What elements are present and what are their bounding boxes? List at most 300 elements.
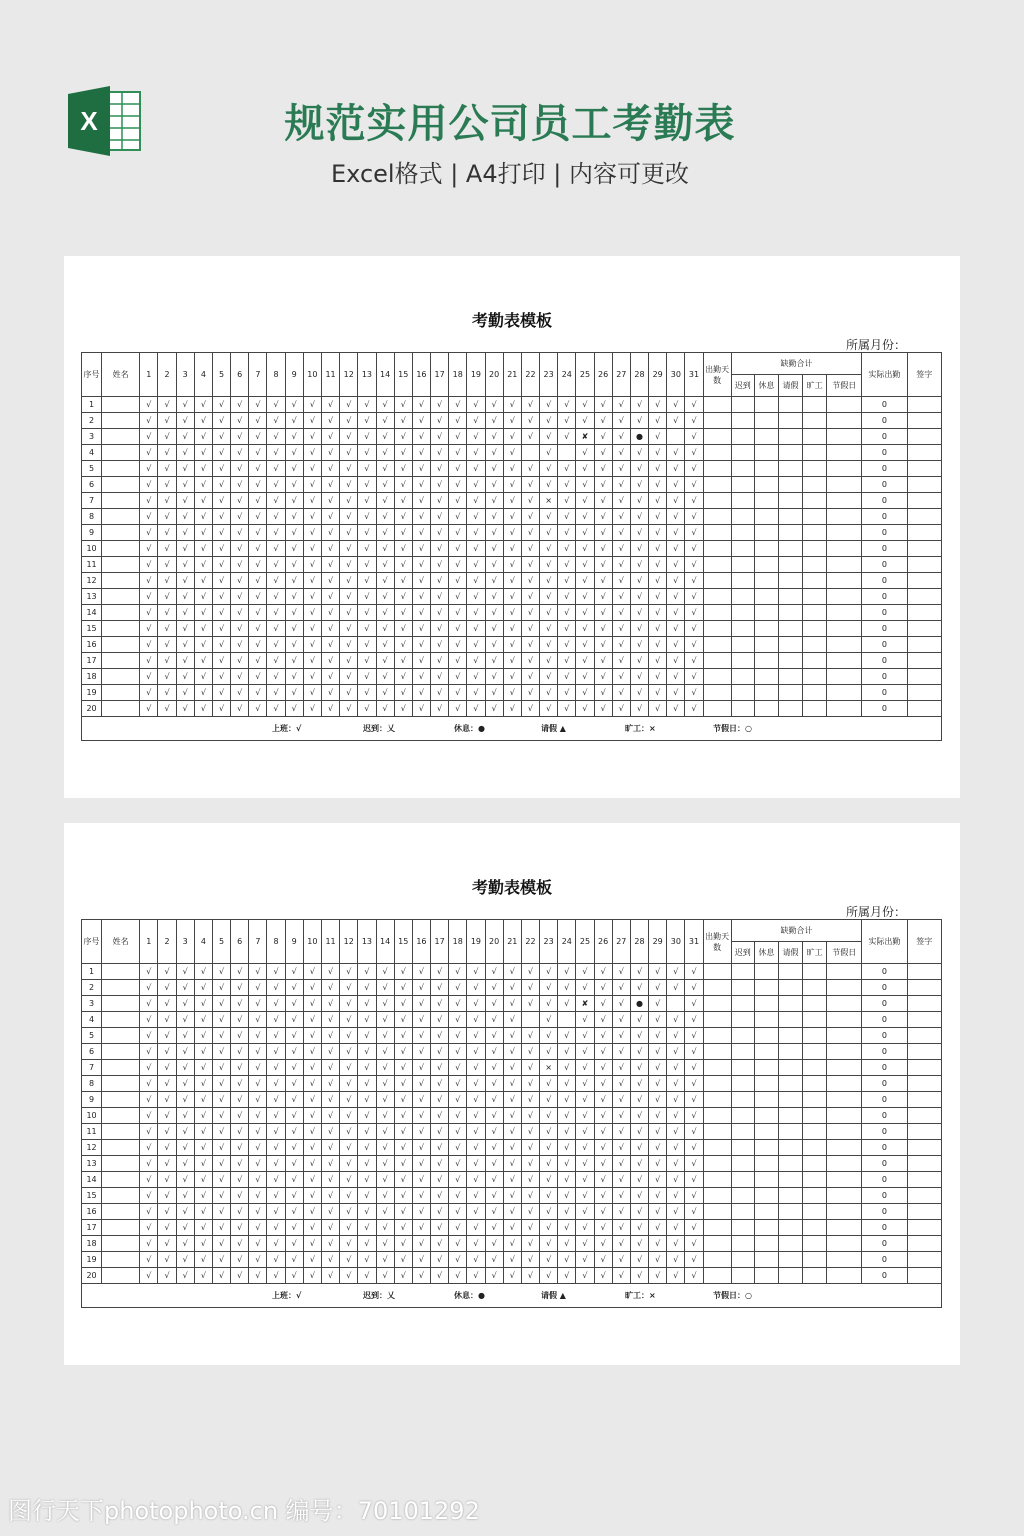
attendance-mark: √ xyxy=(431,1172,449,1188)
attendance-mark: √ xyxy=(212,1188,230,1204)
attend-days-cell xyxy=(703,1108,731,1124)
attendance-mark: √ xyxy=(449,980,467,996)
attendance-mark: √ xyxy=(630,573,648,589)
attendance-mark: √ xyxy=(467,429,485,445)
attendance-mark: √ xyxy=(249,1028,267,1044)
absence-count-cell xyxy=(754,1012,778,1028)
attendance-mark: √ xyxy=(485,621,503,637)
attendance-mark: √ xyxy=(212,621,230,637)
attendance-mark: √ xyxy=(685,621,703,637)
attendance-mark: √ xyxy=(630,685,648,701)
attendance-mark: √ xyxy=(321,605,339,621)
absence-count-cell xyxy=(731,1236,754,1252)
table-row xyxy=(82,493,942,509)
attendance-mark: √ xyxy=(558,493,576,509)
absence-count-cell xyxy=(731,573,754,589)
day-header: 4 xyxy=(194,353,212,397)
attend-days-cell xyxy=(703,1060,731,1076)
absence-count-cell xyxy=(778,1188,802,1204)
attendance-mark: √ xyxy=(612,557,630,573)
attendance-mark: √ xyxy=(176,1140,194,1156)
day-header: 7 xyxy=(249,920,267,964)
attendance-mark: √ xyxy=(612,653,630,669)
attendance-mark: √ xyxy=(685,685,703,701)
attendance-mark: √ xyxy=(140,413,158,429)
attendance-mark: √ xyxy=(340,1236,358,1252)
attendance-mark: √ xyxy=(685,413,703,429)
attendance-mark: √ xyxy=(140,1092,158,1108)
attendance-mark: √ xyxy=(249,541,267,557)
day-header: 9 xyxy=(285,353,303,397)
attendance-mark: √ xyxy=(249,605,267,621)
attendance-mark: √ xyxy=(358,445,376,461)
attendance-mark: √ xyxy=(521,1220,539,1236)
day-header: 26 xyxy=(594,920,612,964)
attendance-mark: √ xyxy=(212,1172,230,1188)
attendance-mark: √ xyxy=(321,1236,339,1252)
day-header: 28 xyxy=(630,920,648,964)
absence-count-cell xyxy=(803,397,827,413)
attendance-mark: √ xyxy=(285,397,303,413)
attendance-mark: √ xyxy=(649,1044,667,1060)
attendance-mark: √ xyxy=(285,1236,303,1252)
attendance-mark: √ xyxy=(612,1092,630,1108)
attendance-mark: √ xyxy=(412,1108,430,1124)
absence-count-cell xyxy=(754,701,778,717)
attendance-mark: √ xyxy=(140,461,158,477)
employee-name-cell xyxy=(102,685,140,701)
absence-count-cell xyxy=(731,1252,754,1268)
absence-count-cell xyxy=(803,1268,827,1284)
attendance-mark: √ xyxy=(212,685,230,701)
attendance-mark: √ xyxy=(176,621,194,637)
attendance-mark: √ xyxy=(212,1108,230,1124)
attendance-mark: √ xyxy=(540,1012,558,1028)
absence-count-cell xyxy=(754,1172,778,1188)
attendance-mark: √ xyxy=(194,1172,212,1188)
attendance-mark: √ xyxy=(667,1092,685,1108)
attendance-mark: √ xyxy=(667,701,685,717)
attendance-mark: √ xyxy=(485,1156,503,1172)
attendance-mark: √ xyxy=(503,1236,521,1252)
attendance-mark: √ xyxy=(431,605,449,621)
attendance-mark: √ xyxy=(376,1108,394,1124)
day-header: 9 xyxy=(285,920,303,964)
attendance-mark: √ xyxy=(376,685,394,701)
attendance-mark: √ xyxy=(267,557,285,573)
attendance-mark: √ xyxy=(412,509,430,525)
legend-row xyxy=(82,717,942,741)
attendance-mark: √ xyxy=(649,1140,667,1156)
attendance-mark: √ xyxy=(576,980,594,996)
signature-cell xyxy=(907,525,941,541)
attendance-mark: √ xyxy=(576,541,594,557)
table-row xyxy=(82,397,942,413)
absence-count-cell xyxy=(827,1060,862,1076)
attendance-mark: √ xyxy=(467,573,485,589)
legend-cell xyxy=(82,1284,942,1308)
absence-count-cell xyxy=(731,413,754,429)
absence-count-cell xyxy=(754,980,778,996)
attendance-mark: √ xyxy=(558,701,576,717)
row-number: 3 xyxy=(82,996,102,1012)
attendance-mark: √ xyxy=(340,477,358,493)
attendance-mark: √ xyxy=(612,980,630,996)
attendance-mark: √ xyxy=(394,1060,412,1076)
attendance-mark: √ xyxy=(231,1252,249,1268)
attendance-mark: √ xyxy=(194,980,212,996)
attendance-mark: √ xyxy=(649,980,667,996)
attendance-mark: √ xyxy=(558,1236,576,1252)
attendance-mark: √ xyxy=(467,1204,485,1220)
row-number: 5 xyxy=(82,1028,102,1044)
attendance-mark: √ xyxy=(667,980,685,996)
attendance-mark: √ xyxy=(431,413,449,429)
day-header: 15 xyxy=(394,353,412,397)
attendance-mark: √ xyxy=(194,605,212,621)
attendance-mark: √ xyxy=(558,605,576,621)
absence-count-cell xyxy=(803,1124,827,1140)
attendance-mark: √ xyxy=(467,1124,485,1140)
attendance-mark: √ xyxy=(503,621,521,637)
attendance-mark: √ xyxy=(321,525,339,541)
actual-attendance-header: 实际出勤 xyxy=(862,920,907,964)
actual-attendance-cell: 0 xyxy=(862,1156,907,1172)
absence-count-cell xyxy=(754,1108,778,1124)
attendance-mark: √ xyxy=(412,1092,430,1108)
attendance-mark: √ xyxy=(612,445,630,461)
attendance-mark: √ xyxy=(176,980,194,996)
attendance-mark: √ xyxy=(194,397,212,413)
attendance-mark: √ xyxy=(576,605,594,621)
attendance-mark: √ xyxy=(558,461,576,477)
attendance-mark: √ xyxy=(140,1044,158,1060)
attendance-mark: √ xyxy=(394,1108,412,1124)
attendance-mark: √ xyxy=(340,621,358,637)
attendance-mark: √ xyxy=(176,429,194,445)
attendance-mark: √ xyxy=(340,1268,358,1284)
absence-count-cell xyxy=(731,1012,754,1028)
absence-count-cell xyxy=(778,1172,802,1188)
attendance-mark: √ xyxy=(249,445,267,461)
attendance-mark: √ xyxy=(594,685,612,701)
attendance-mark: √ xyxy=(540,1140,558,1156)
attendance-mark: √ xyxy=(321,701,339,717)
table-row xyxy=(82,1028,942,1044)
day-header: 19 xyxy=(467,920,485,964)
day-header: 8 xyxy=(267,920,285,964)
attendance-mark: √ xyxy=(158,1236,176,1252)
absence-count-cell xyxy=(754,589,778,605)
attendance-mark: √ xyxy=(176,685,194,701)
attendance-mark: √ xyxy=(685,509,703,525)
employee-name-cell xyxy=(102,964,140,980)
attendance-mark: √ xyxy=(630,477,648,493)
day-header: 31 xyxy=(685,353,703,397)
day-header: 1 xyxy=(140,920,158,964)
attendance-mark: √ xyxy=(358,1252,376,1268)
legend-cell xyxy=(82,717,942,741)
attendance-mark: √ xyxy=(412,573,430,589)
attendance-mark: √ xyxy=(358,964,376,980)
attendance-mark: √ xyxy=(194,1012,212,1028)
attendance-mark: √ xyxy=(449,1236,467,1252)
absence-count-cell xyxy=(827,605,862,621)
attendance-mark: √ xyxy=(303,1188,321,1204)
attendance-mark: √ xyxy=(649,461,667,477)
attendance-mark: √ xyxy=(140,477,158,493)
employee-name-cell xyxy=(102,980,140,996)
attend-days-cell xyxy=(703,637,731,653)
attendance-mark: √ xyxy=(540,573,558,589)
attendance-mark: √ xyxy=(376,557,394,573)
attendance-mark: √ xyxy=(667,493,685,509)
row-number: 17 xyxy=(82,653,102,669)
attendance-mark: √ xyxy=(212,1044,230,1060)
attendance-mark: √ xyxy=(540,653,558,669)
attendance-mark: √ xyxy=(285,1076,303,1092)
attendance-mark: √ xyxy=(176,413,194,429)
attendance-mark: √ xyxy=(558,1156,576,1172)
attendance-mark: √ xyxy=(467,1108,485,1124)
employee-name-cell xyxy=(102,541,140,557)
attendance-mark: √ xyxy=(231,964,249,980)
attendance-mark: √ xyxy=(285,1092,303,1108)
attendance-mark: √ xyxy=(285,1220,303,1236)
attendance-mark: √ xyxy=(521,397,539,413)
attendance-mark: √ xyxy=(321,541,339,557)
attendance-mark: √ xyxy=(321,1028,339,1044)
attendance-mark: √ xyxy=(358,397,376,413)
attendance-mark: √ xyxy=(630,1156,648,1172)
attendance-mark: √ xyxy=(303,1044,321,1060)
attendance-mark: √ xyxy=(340,397,358,413)
attendance-mark: √ xyxy=(231,621,249,637)
row-number: 5 xyxy=(82,461,102,477)
page-title: 规范实用公司员工考勤表 xyxy=(284,101,736,147)
attendance-mark: √ xyxy=(267,1140,285,1156)
attendance-mark: ● xyxy=(630,996,648,1012)
attendance-mark: √ xyxy=(285,701,303,717)
attendance-mark: √ xyxy=(431,1140,449,1156)
attendance-mark: √ xyxy=(140,1156,158,1172)
attendance-mark: √ xyxy=(303,1076,321,1092)
row-number: 10 xyxy=(82,541,102,557)
day-header: 27 xyxy=(612,353,630,397)
attendance-mark: √ xyxy=(285,1140,303,1156)
attendance-mark: √ xyxy=(212,1236,230,1252)
absence-count-cell xyxy=(803,525,827,541)
attendance-mark: √ xyxy=(521,1044,539,1060)
attendance-mark: √ xyxy=(649,557,667,573)
day-header: 7 xyxy=(249,353,267,397)
attendance-mark: √ xyxy=(321,964,339,980)
employee-name-cell xyxy=(102,1092,140,1108)
attendance-mark: √ xyxy=(685,1188,703,1204)
attendance-mark: √ xyxy=(340,1156,358,1172)
attendance-mark: √ xyxy=(485,525,503,541)
attendance-mark: √ xyxy=(503,1012,521,1028)
attendance-mark: √ xyxy=(667,1060,685,1076)
absence-count-cell xyxy=(778,509,802,525)
attendance-mark: √ xyxy=(358,1060,376,1076)
employee-name-cell xyxy=(102,557,140,573)
employee-name-cell xyxy=(102,1108,140,1124)
actual-attendance-cell: 0 xyxy=(862,1188,907,1204)
absence-count-cell xyxy=(731,685,754,701)
attendance-mark: √ xyxy=(576,397,594,413)
attendance-mark: √ xyxy=(376,413,394,429)
attendance-mark: √ xyxy=(267,980,285,996)
absence-count-cell xyxy=(827,1028,862,1044)
attendance-mark: √ xyxy=(503,413,521,429)
attendance-mark: √ xyxy=(358,493,376,509)
attendance-mark: √ xyxy=(212,1204,230,1220)
attendance-mark: √ xyxy=(176,1012,194,1028)
attendance-mark: √ xyxy=(376,1204,394,1220)
attendance-mark: √ xyxy=(212,653,230,669)
attendance-mark: √ xyxy=(540,1172,558,1188)
header-row xyxy=(82,920,942,942)
attendance-mark: √ xyxy=(412,1252,430,1268)
attendance-mark: √ xyxy=(649,685,667,701)
attendance-mark: √ xyxy=(176,653,194,669)
attendance-mark: √ xyxy=(303,589,321,605)
attendance-mark: √ xyxy=(212,637,230,653)
attendance-mark: √ xyxy=(612,413,630,429)
attendance-mark: √ xyxy=(467,621,485,637)
attendance-mark: √ xyxy=(540,1236,558,1252)
attendance-mark: √ xyxy=(303,653,321,669)
employee-name-cell xyxy=(102,1156,140,1172)
absence-count-cell xyxy=(803,996,827,1012)
attendance-mark: √ xyxy=(612,1252,630,1268)
attendance-mark: √ xyxy=(558,509,576,525)
attendance-mark: √ xyxy=(521,1092,539,1108)
attendance-mark: √ xyxy=(431,557,449,573)
attendance-mark: √ xyxy=(449,493,467,509)
attendance-mark: √ xyxy=(576,1236,594,1252)
actual-attendance-cell: 0 xyxy=(862,461,907,477)
attend-days-cell xyxy=(703,1124,731,1140)
attendance-mark: √ xyxy=(231,461,249,477)
attendance-mark: √ xyxy=(176,1124,194,1140)
name-header: 姓名 xyxy=(102,920,140,964)
attendance-mark: √ xyxy=(394,493,412,509)
actual-attendance-cell: 0 xyxy=(862,525,907,541)
actual-attendance-cell: 0 xyxy=(862,1268,907,1284)
attendance-mark: √ xyxy=(140,701,158,717)
employee-name-cell xyxy=(102,573,140,589)
absence-count-cell xyxy=(754,996,778,1012)
attendance-mark: √ xyxy=(576,461,594,477)
attendance-mark: √ xyxy=(540,996,558,1012)
attendance-mark: √ xyxy=(558,429,576,445)
attendance-mark: √ xyxy=(303,1028,321,1044)
attendance-mark: √ xyxy=(376,541,394,557)
attendance-mark: √ xyxy=(630,1076,648,1092)
attendance-mark: √ xyxy=(376,669,394,685)
absence-count-cell xyxy=(778,605,802,621)
absence-count-cell xyxy=(827,509,862,525)
absence-count-cell xyxy=(754,1204,778,1220)
attendance-mark: √ xyxy=(630,1092,648,1108)
attendance-mark: √ xyxy=(358,461,376,477)
attend-days-header: 出勤天数 xyxy=(703,920,731,964)
legend-item: 迟到：乂 xyxy=(363,1291,395,1300)
absence-count-cell xyxy=(731,1028,754,1044)
attendance-mark: √ xyxy=(449,701,467,717)
attendance-mark: √ xyxy=(158,1028,176,1044)
attend-days-cell xyxy=(703,685,731,701)
attendance-mark: √ xyxy=(685,541,703,557)
attendance-mark: √ xyxy=(649,605,667,621)
attendance-mark: √ xyxy=(630,1124,648,1140)
attendance-mark: √ xyxy=(321,445,339,461)
attendance-mark: √ xyxy=(558,1076,576,1092)
attendance-mark: √ xyxy=(630,637,648,653)
actual-attendance-cell: 0 xyxy=(862,637,907,653)
actual-attendance-cell: 0 xyxy=(862,996,907,1012)
attendance-mark: √ xyxy=(358,1044,376,1060)
row-number: 16 xyxy=(82,637,102,653)
attendance-mark: √ xyxy=(358,1268,376,1284)
attendance-mark: √ xyxy=(285,525,303,541)
attendance-mark: √ xyxy=(158,525,176,541)
attendance-mark: √ xyxy=(630,1172,648,1188)
attendance-mark: √ xyxy=(612,1236,630,1252)
attendance-mark: √ xyxy=(685,445,703,461)
attendance-mark: √ xyxy=(449,429,467,445)
attendance-mark: √ xyxy=(449,1108,467,1124)
attendance-mark: √ xyxy=(485,589,503,605)
attendance-mark: √ xyxy=(412,397,430,413)
attendance-mark: √ xyxy=(503,541,521,557)
attendance-mark: √ xyxy=(594,605,612,621)
attend-days-cell xyxy=(703,653,731,669)
table-row xyxy=(82,1204,942,1220)
absence-count-cell xyxy=(731,493,754,509)
attend-days-cell xyxy=(703,1220,731,1236)
absence-count-cell xyxy=(731,429,754,445)
signature-cell xyxy=(907,557,941,573)
attendance-mark: √ xyxy=(612,1220,630,1236)
attendance-mark: √ xyxy=(503,525,521,541)
attendance-mark: √ xyxy=(321,1252,339,1268)
table-row xyxy=(82,1108,942,1124)
table-row xyxy=(82,429,942,445)
attendance-mark: √ xyxy=(249,964,267,980)
row-number: 6 xyxy=(82,477,102,493)
attendance-mark: √ xyxy=(412,1156,430,1172)
attendance-mark: √ xyxy=(249,1236,267,1252)
attendance-mark: √ xyxy=(449,445,467,461)
attendance-mark: √ xyxy=(412,996,430,1012)
absence-count-cell xyxy=(778,1108,802,1124)
attendance-mark: √ xyxy=(485,701,503,717)
day-header: 24 xyxy=(558,353,576,397)
attendance-mark: √ xyxy=(667,1236,685,1252)
attendance-mark: √ xyxy=(449,1076,467,1092)
attendance-mark: √ xyxy=(358,525,376,541)
attendance-mark: √ xyxy=(340,525,358,541)
attendance-mark: √ xyxy=(394,1124,412,1140)
absence-count-cell xyxy=(731,1140,754,1156)
signature-cell xyxy=(907,1252,941,1268)
attendance-mark: √ xyxy=(467,996,485,1012)
attendance-mark: √ xyxy=(212,1252,230,1268)
attendance-mark: √ xyxy=(630,541,648,557)
